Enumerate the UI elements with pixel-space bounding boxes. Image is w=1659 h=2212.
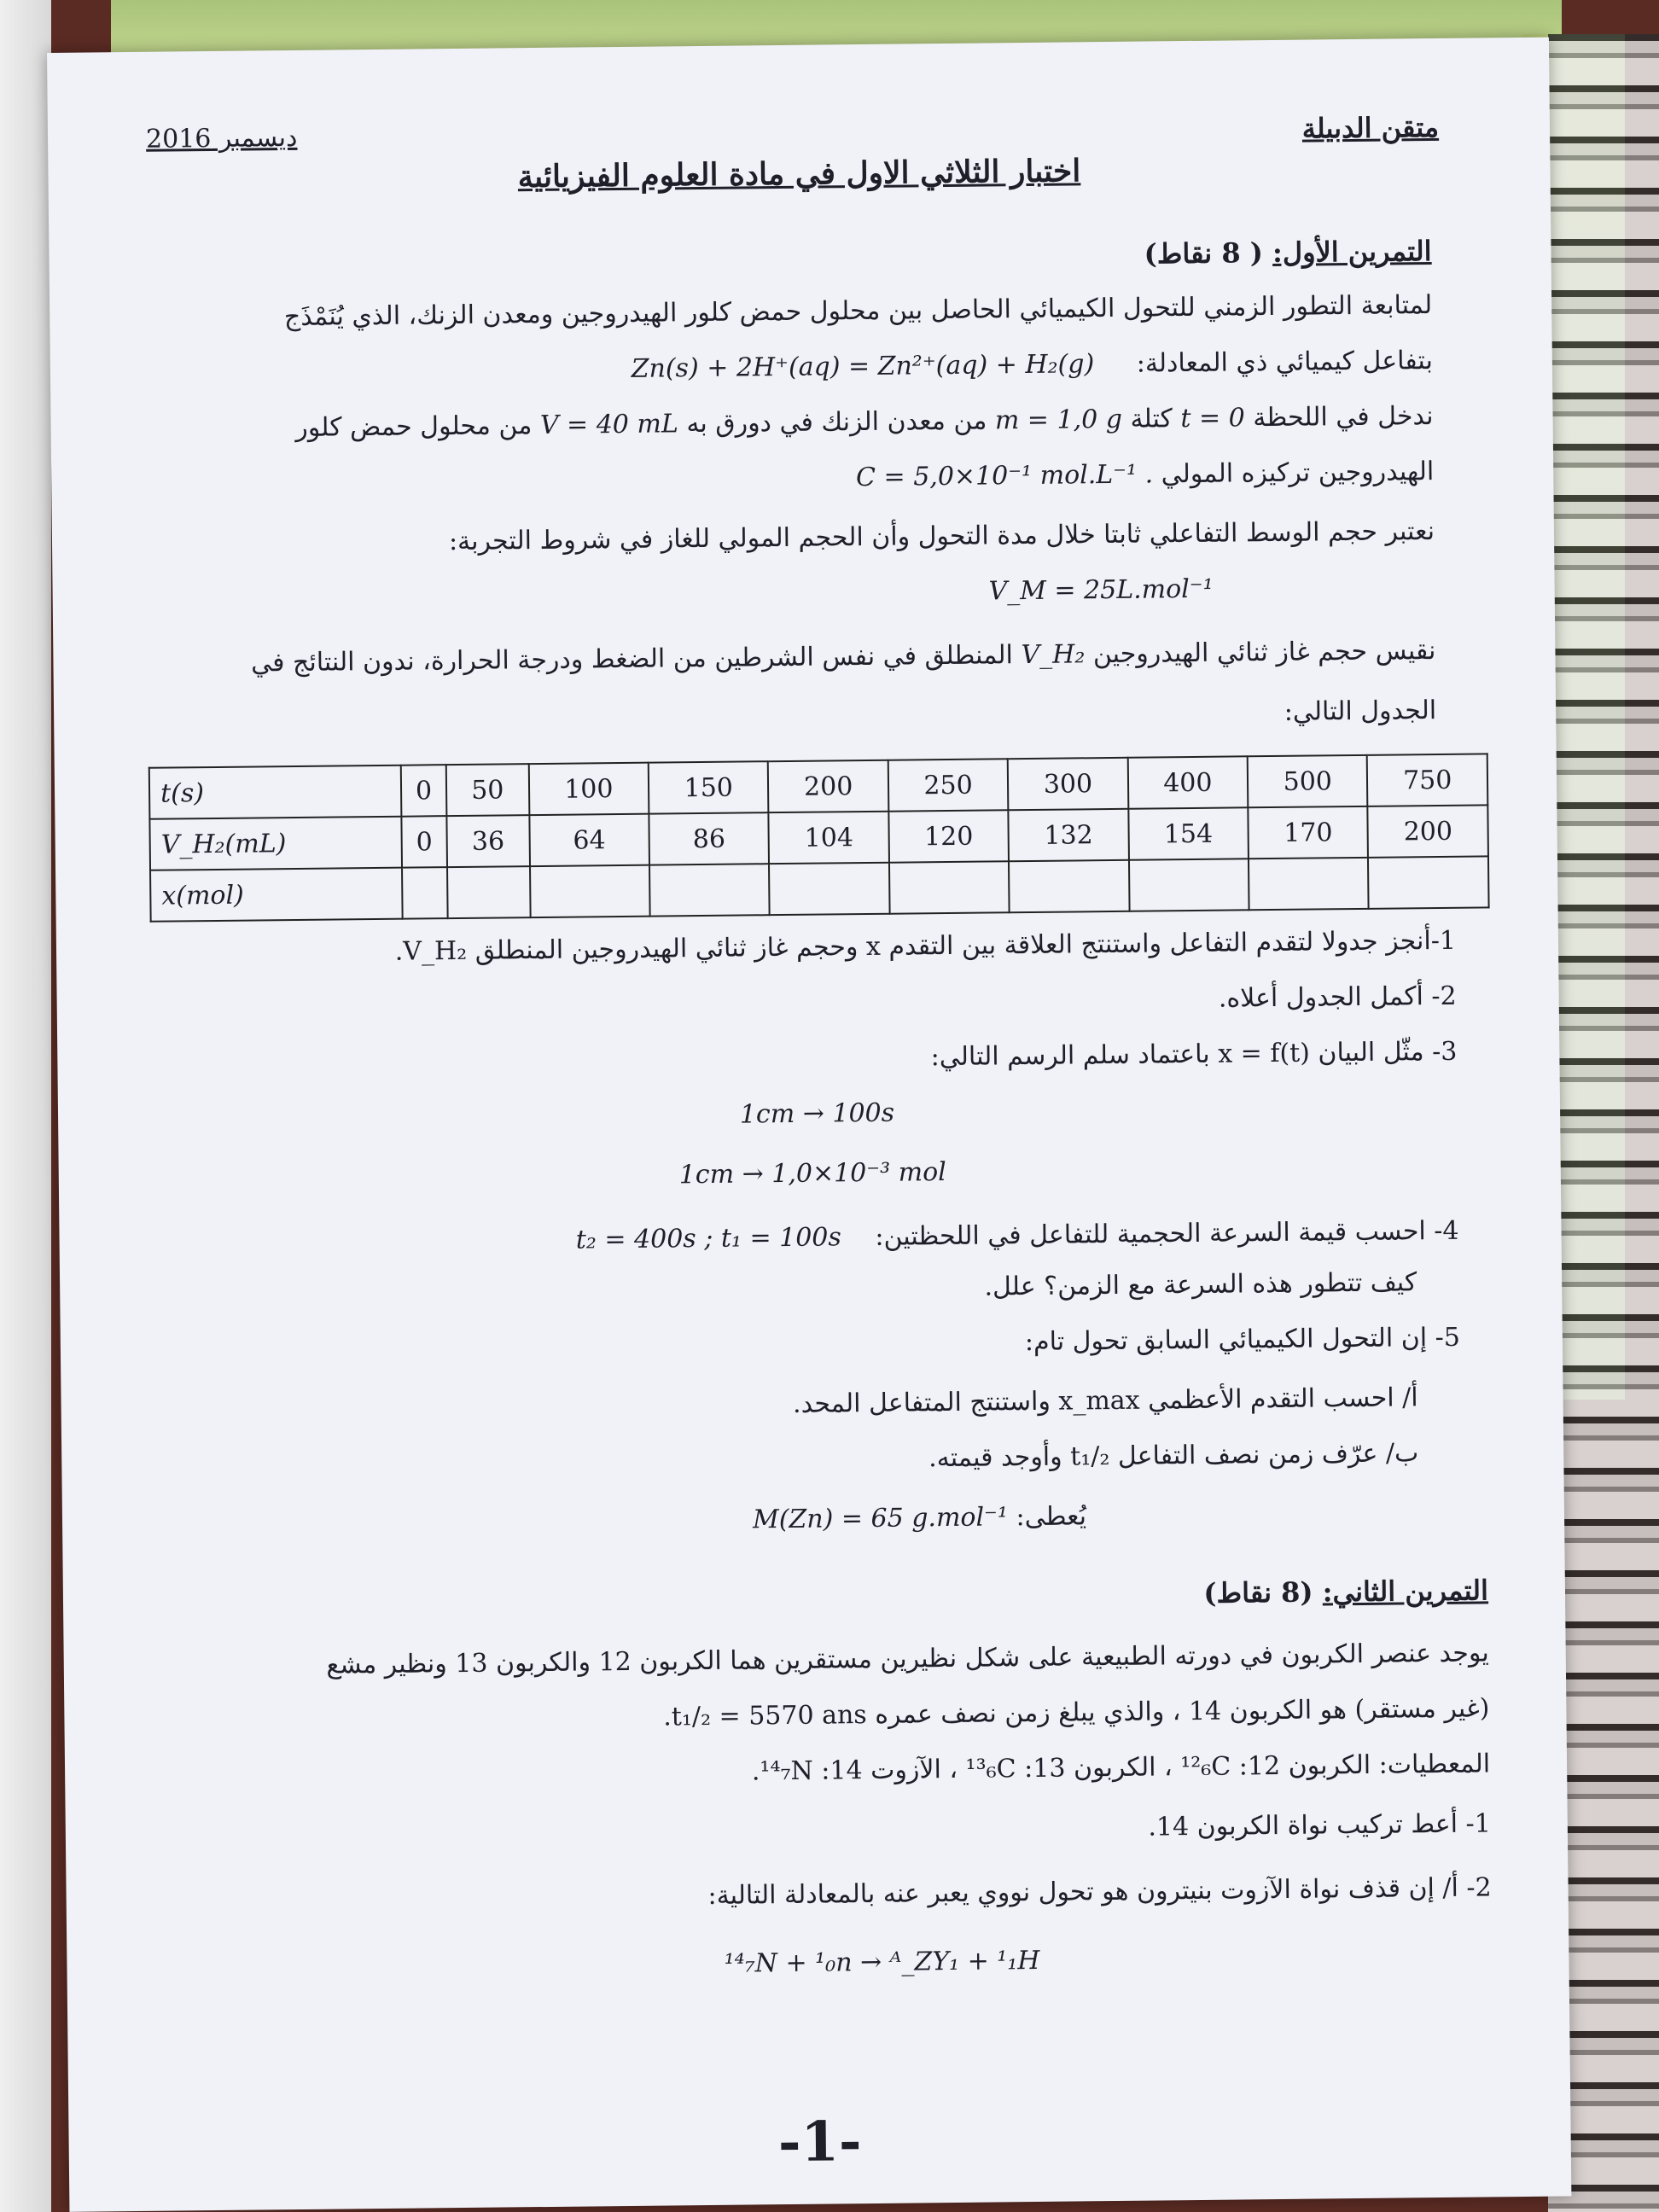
table-cell-empty <box>1249 858 1369 910</box>
exercise1-intro-line4 <box>856 457 1435 493</box>
question-4b: كيف تتطور هذه السرعة مع الزمن؟ علل. <box>984 1267 1417 1302</box>
intro3-text-c: من معدن الزنك في دورق به <box>686 405 987 439</box>
table-cell-empty <box>1009 860 1129 912</box>
exercise2-question-2: 2- أ/ إن قذف نواة الآزوت بنيترون هو تحول نووي يعبر عنه بالمعادلة التالية: <box>707 1872 1492 1912</box>
intro3-text-d: من محلول حمض كلور <box>295 410 533 443</box>
row-label-time: t(s) <box>149 765 402 819</box>
hydrogen-volume-symbol: V_H₂ <box>1021 639 1086 671</box>
background-sheet <box>0 0 51 2212</box>
table-cell: 64 <box>529 814 649 866</box>
zinc-mass: m = 1,0 g <box>994 404 1123 436</box>
table-cell: 100 <box>528 763 649 815</box>
exercise1-intro-line5: نعتبر حجم الوسط التفاعلي ثابتا خلال مدة التحول وأن الحجم المولي للغاز في شروط التجربة: <box>448 516 1435 557</box>
initial-time: t = 0 <box>1180 403 1245 434</box>
exercise1-heading <box>1144 235 1431 271</box>
intro4-text: الهيدروجين تركيزه المولي <box>1161 457 1435 490</box>
exercise1-intro-line3 <box>295 401 1434 444</box>
exercise2-title: التمرين الثاني: <box>1322 1574 1489 1609</box>
exercise1-title: التمرين الأول: <box>1272 235 1432 269</box>
table-cell: 250 <box>888 759 1009 811</box>
table-cell: 0 <box>401 765 447 817</box>
table-cell-empty <box>769 863 889 915</box>
table-cell: 400 <box>1127 756 1248 808</box>
row-label-volume: V_H₂(mL) <box>149 817 402 870</box>
question-4 <box>576 1216 1459 1256</box>
exam-title: اختبار الثلاثي الاول في مادة العلوم الفيزيائية <box>517 153 1081 195</box>
table-cell: 86 <box>649 812 769 864</box>
table-cell: 500 <box>1248 755 1368 807</box>
nuclear-reaction-equation: ¹⁴₇N + ¹₀n → ᴬ_ZY₁ + ¹₁H <box>724 1945 1040 1979</box>
intro3-text-a: ندخل في اللحظة <box>1253 401 1434 434</box>
question-5b: ب/ عرّف زمن نصف التفاعل t₁/₂ وأوجد قيمته. <box>928 1438 1419 1474</box>
exercise1-intro-line6 <box>251 636 1436 679</box>
exam-page <box>47 38 1571 2212</box>
question-5a: أ/ احسب التقدم الأعظمي x_max واستنتج المتفاعل المحد. <box>792 1382 1418 1419</box>
question-4-text: 4- احسب قيمة السرعة الحجمية للتفاعل في اللحظتين: <box>875 1215 1459 1252</box>
question-5: 5- إن التحول الكيميائي السابق تحول تام: <box>1024 1322 1461 1358</box>
exam-date: ديسمبر 2016 <box>145 122 298 154</box>
exercise2-points: (8 نقاط) <box>1203 1575 1313 1610</box>
table-cell: 154 <box>1128 807 1249 859</box>
table-cell-empty <box>649 864 770 916</box>
zinc-molar-mass: M(Zn) = 65 g.mol⁻¹ <box>752 1502 1009 1535</box>
table-cell: 132 <box>1009 809 1129 861</box>
exercise1-intro-line1: لمتابعة التطور الزمني للتحول الكيميائي الحاصل بين محلول حمض كلور الهيدروجين ومعدن الزنك، الذي يُنَمْذَج <box>283 290 1433 333</box>
school-name: متقن الدبيلة <box>1301 110 1440 145</box>
table-cell-empty <box>1129 859 1249 911</box>
table-cell: 300 <box>1008 758 1128 810</box>
question-4-times: t₂ = 400s ; t₁ = 100s <box>575 1222 842 1255</box>
reaction-equation: Zn(s) + 2H⁺(aq) = Zn²⁺(aq) + H₂(g) <box>631 349 1095 384</box>
row-label-advancement: x(mol) <box>150 868 403 922</box>
table-cell-empty <box>889 861 1010 913</box>
concentration-value: C = 5,0×10⁻¹ mol.L⁻¹ . <box>855 459 1154 493</box>
exercise2-paragraph-line2: (غير مستقر) هو الكربون 14 ، والذي يبلغ زمن نصف عمره t₁/₂ = 5570 ans. <box>663 1693 1490 1732</box>
table-cell: 200 <box>768 760 888 812</box>
table-cell: 104 <box>769 812 889 864</box>
exercise2-given-data: المعطيات: الكربون 12: ¹²₆C ، الكربون 13: ¹³₆C ، الآزوت 14: ¹⁴₇N. <box>751 1749 1491 1787</box>
scale-advancement: 1cm → 1,0×10⁻³ mol <box>678 1157 946 1190</box>
scale-time: 1cm → 100s <box>739 1097 895 1130</box>
table-cell-empty <box>447 866 530 918</box>
given-data <box>753 1501 1086 1535</box>
question-2: 2- أكمل الجدول أعلاه. <box>1218 981 1457 1014</box>
exercise2-heading <box>1203 1574 1488 1609</box>
molar-volume: V_M = 25L.mol⁻¹ <box>988 573 1214 607</box>
table-cell: 170 <box>1248 806 1368 859</box>
table-cell-empty <box>530 865 650 917</box>
table-cell: 750 <box>1367 754 1487 806</box>
exercise1-intro-line2 <box>632 346 1434 385</box>
solution-volume: V = 40 mL <box>539 409 678 440</box>
given-label: يُعطى: <box>1016 1501 1087 1533</box>
equation-label: بتفاعل كيميائي ذي المعادلة: <box>1136 346 1434 379</box>
table-cell-empty <box>402 867 448 919</box>
intro6-text-b: المنطلق في نفس الشرطين من الضغط ودرجة الحرارة، ندون النتائج في <box>250 640 1014 678</box>
exercise2-paragraph-line1: يوجد عنصر الكربون في دورته الطبيعية على شكل نظيرين مستقرين هما الكربون 12 والكربون 13 ونظير مشع <box>326 1638 1489 1680</box>
question-3: 3- مثّل البيان x = f(t) باعتماد سلم الرسم التالي: <box>930 1036 1458 1073</box>
table-cell: 120 <box>888 810 1009 862</box>
intro6-text-a: نقيس حجم غاز ثنائي الهيدروجين <box>1092 635 1436 670</box>
question-1: 1-أنجز جدولا لتقدم التفاعل واستنتج العلاقة بين التقدم x وحجم غاز ثنائي الهيدروجين المنطلق V_H₂. <box>394 925 1457 967</box>
exercise1-points: ( 8 نقاط) <box>1144 236 1264 271</box>
table-cell: 36 <box>446 815 529 867</box>
exercise2-question-1: 1- أعط تركيب نواة الكربون 14. <box>1148 1808 1492 1842</box>
table-cell-empty <box>1368 856 1488 908</box>
intro3-text-b: كتلة <box>1130 404 1173 434</box>
exercise1-intro-line7: الجدول التالي: <box>1284 695 1437 727</box>
table-cell: 0 <box>401 816 447 868</box>
results-table <box>148 753 1490 922</box>
page-number: -1- <box>777 2110 862 2175</box>
table-cell: 50 <box>446 764 529 816</box>
table-cell: 150 <box>649 761 769 813</box>
table-cell: 200 <box>1368 805 1488 857</box>
